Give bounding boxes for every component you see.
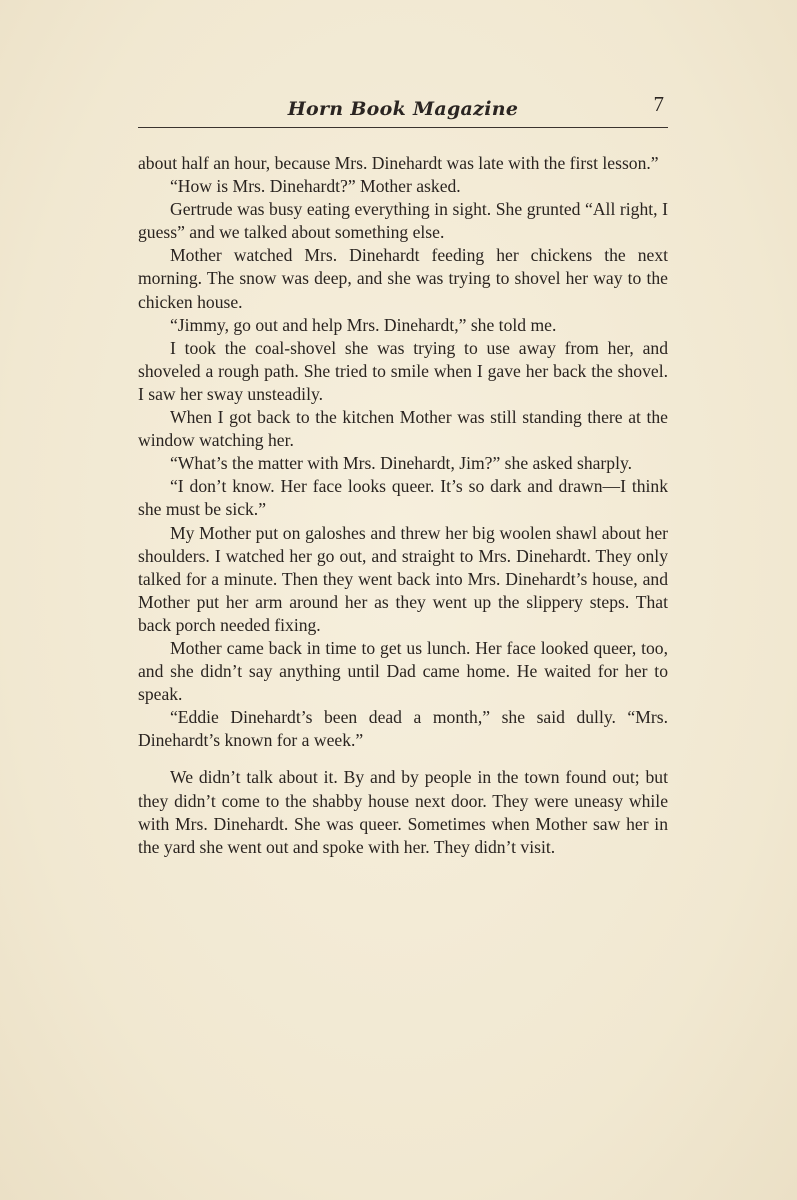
paragraph: My Mother put on galoshes and threw her big woolen shawl about her shoulders. I watched her go out, and straight to Mrs. Dinehardt. They only talked for a minute. Then they went back into Mrs. Dinehardt’s house, and Mother put her arm around her as they went up the slippery steps. That back porch needed fixing. bbox=[138, 522, 668, 635]
paragraph: “Jimmy, go out and help Mrs. Dinehardt,” she told me. bbox=[170, 314, 557, 335]
paragraph: Gertrude was busy eating everything in sight. She grunted “All right, I guess” and we talked about something else. bbox=[138, 199, 668, 243]
paragraph: “How is Mrs. Dinehardt?” Mother asked. bbox=[170, 176, 461, 197]
paragraph: Mother watched Mrs. Dinehardt feeding her chickens the next morning. The snow was deep, and she was trying to shovel her way to the chicken house. bbox=[138, 245, 668, 312]
paragraph: When I got back to the kitchen Mother was still standing there at the window watching her. bbox=[138, 407, 668, 451]
paragraph: “I don’t know. Her face looks queer. It’s so dark and drawn—I think she must be sick.” bbox=[138, 476, 668, 520]
paragraph: about half an hour, because Mrs. Dinehardt was late with the first lesson.” bbox=[138, 153, 659, 173]
header-rule bbox=[138, 127, 668, 128]
paragraph: Mother came back in time to get us lunch. Her face looked queer, too, and she didn’t say anything until Dad came home. He waited for her to speak. bbox=[138, 637, 668, 705]
page-header bbox=[138, 90, 668, 124]
article-body bbox=[138, 152, 668, 859]
paragraph: “What’s the matter with Mrs. Dinehardt, Jim?” she asked sharply. bbox=[170, 453, 633, 474]
page-number: 7 bbox=[653, 92, 664, 116]
paragraph: I took the coal-shovel she was trying to use away from her, and shoveled a rough path. She tried to smile when I gave her back the shovel. I saw her sway unsteadily. bbox=[138, 337, 668, 404]
paragraph: We didn’t talk about it. By and by people in the town found out; but they didn’t come to the shabby house next door. They were uneasy while with Mrs. Dinehardt. She was queer. Sometimes when Mother saw her in the yard she went out and spoke with her. They didn’t visit. bbox=[138, 767, 668, 857]
running-title: Horn Book Magazine bbox=[287, 98, 519, 120]
paragraph: “Eddie Dinehardt’s been dead a month,” she said dully. “Mrs. Dinehardt’s known for a week.” bbox=[138, 707, 668, 751]
